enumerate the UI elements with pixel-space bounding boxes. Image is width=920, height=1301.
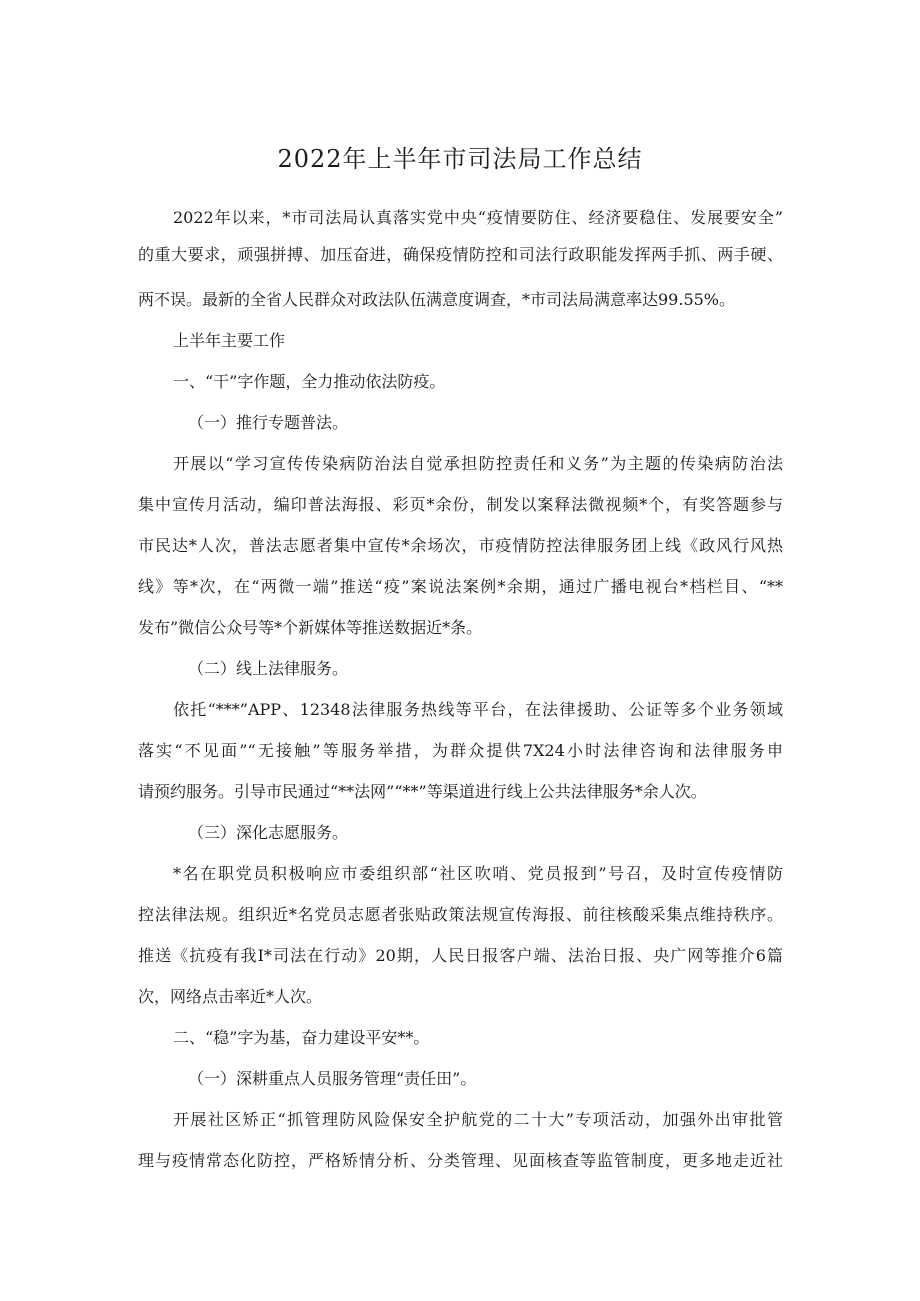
- paragraph-line: 落实“不见面”“无接触”等服务举措，为群众提供7X24小时法律咨询和法律服务申: [138, 741, 783, 760]
- paragraph-line: 开展以“学习宣传传染病防治法自觉承担防控责任和义务”为主题的传染病防治法: [173, 454, 783, 473]
- paragraph-line: 两不误。最新的全省人民群众对政法队伍满意度调查，*市司法局满意率达99.55%。: [138, 290, 736, 309]
- paragraph-line: 开展社区矫正“抓管理防风险保安全护航党的二十大”专项活动，加强外出审批管: [173, 1110, 783, 1129]
- subsection-heading: （三）深化志愿服务。: [188, 823, 349, 842]
- section-heading: 上半年主要工作: [173, 331, 286, 350]
- paragraph-line: *名在职党员积极响应市委组织部“社区吹哨、党员报到”号召，及时宣传疫情防: [173, 864, 783, 883]
- subsection-heading: （一）深耕重点人员服务管理“责任田”。: [188, 1069, 477, 1088]
- section-heading: 一、“干”字作题，全力推动依法防疫。: [173, 372, 446, 391]
- subsection-heading: （一）推行专题普法。: [188, 413, 349, 432]
- paragraph-line: 线》等*次，在“两微一端”推送“疫”案说法案例*余期，通过广播电视台*档栏目、“**: [138, 577, 783, 596]
- paragraph-line: 依托“***”APP、12348法律服务热线等平台，在法律援助、公证等多个业务领域: [173, 700, 783, 719]
- paragraph-line: 推送《抗疫有我I*司法在行动》20期，人民日报客户端、法治日报、央广网等推介6篇: [138, 946, 783, 965]
- paragraph-line: 市民达*人次，普法志愿者集中宣传*余场次，市疫情防控法律服务团上线《政风行风热: [138, 536, 783, 555]
- document-title: 2022年上半年市司法局工作总结: [277, 145, 643, 173]
- paragraph-line: 请预约服务。引导市民通过“**法网”“**”等渠道进行线上公共法律服务*余人次。: [138, 782, 707, 801]
- section-heading: 二、“稳”字为基，奋力建设平安**。: [173, 1028, 430, 1047]
- paragraph-line: 理与疫情常态化防控，严格矫情分析、分类管理、见面核查等监管制度，更多地走近社: [138, 1151, 783, 1170]
- paragraph-line: 发布”微信公众号等*个新媒体等推送数据近*条。: [138, 618, 483, 637]
- paragraph-line: 集中宣传月活动，编印普法海报、彩页*余份，制发以案释法微视频*个，有奖答题参与: [138, 495, 783, 514]
- paragraph-line: 控法律法规。组织近*名党员志愿者张贴政策法规宣传海报、前往核酸采集点维持秩序。: [138, 905, 783, 924]
- paragraph-line: 2022年以来，*市司法局认真落实党中央“疫情要防住、经济要稳住、发展要安全”: [173, 208, 783, 227]
- paragraph-line: 的重大要求，顽强拼搏、加压奋进，确保疫情防控和司法行政职能发挥两手抓、两手硬、: [138, 245, 783, 264]
- paragraph-line: 次，网络点击率近*人次。: [138, 987, 323, 1006]
- subsection-heading: （二）线上法律服务。: [188, 659, 349, 678]
